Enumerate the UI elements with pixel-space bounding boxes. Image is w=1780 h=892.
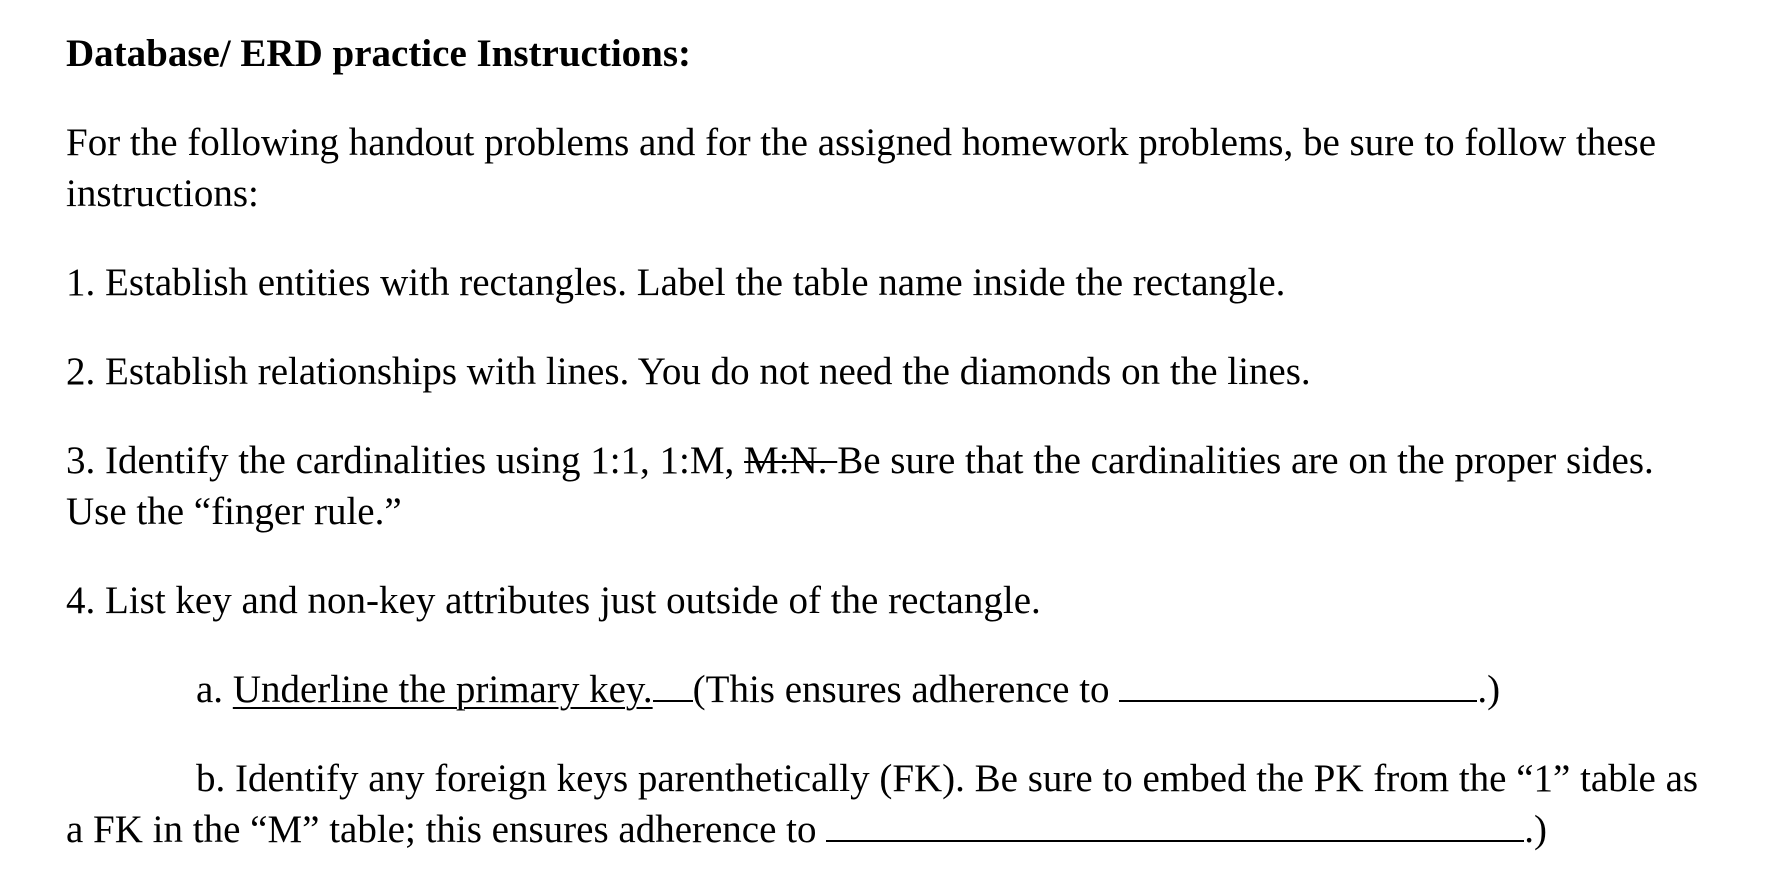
step-4a-prefix: a. <box>196 668 233 711</box>
underlined-primary-key-text: Underline the primary key. <box>232 668 653 711</box>
step-4-text: 4. List key and non-key attributes just outside of the rectangle. <box>66 579 1041 622</box>
step-4b-line-2 <box>66 810 1547 849</box>
step-4b-line-1: b. Identify any foreign keys parenthetically (FK). Be sure to embed the PK from the “1” table as <box>196 757 1699 800</box>
page-title: Database/ ERD practice Instructions: <box>66 32 692 75</box>
intro-line-1: For the following handout problems and for the assigned homework problems, be sure to follow these <box>66 121 1657 164</box>
step-4b-text: a FK in the “M” table; this ensures adherence to <box>66 808 817 851</box>
step-3-line-1 <box>66 441 1654 480</box>
step-4a-answer-blank <box>1119 699 1477 702</box>
step-4a-text: (This ensures adherence to <box>692 668 1110 711</box>
step-4b-answer-blank <box>826 839 1524 842</box>
step-4a-end: .) <box>1477 668 1501 711</box>
step-4b-end: .) <box>1524 808 1548 851</box>
step-1-text: 1. Establish entities with rectangles. Label the table name inside the rectangle. <box>66 261 1286 304</box>
step-3-line-2: Use the “finger rule.” <box>66 490 402 533</box>
step-4a-line <box>196 670 1500 709</box>
step-3-part-1: 3. Identify the cardinalities using 1:1, 1:M, <box>66 439 745 482</box>
step-4a-underline-gap <box>653 699 693 702</box>
step-3-part-2: Be sure that the cardinalities are on the proper sides. <box>837 439 1654 482</box>
step-2-text: 2. Establish relationships with lines. You do not need the diamonds on the lines. <box>66 350 1311 393</box>
struck-cardinality: M:N. <box>744 439 838 482</box>
intro-line-2: instructions: <box>66 172 259 215</box>
